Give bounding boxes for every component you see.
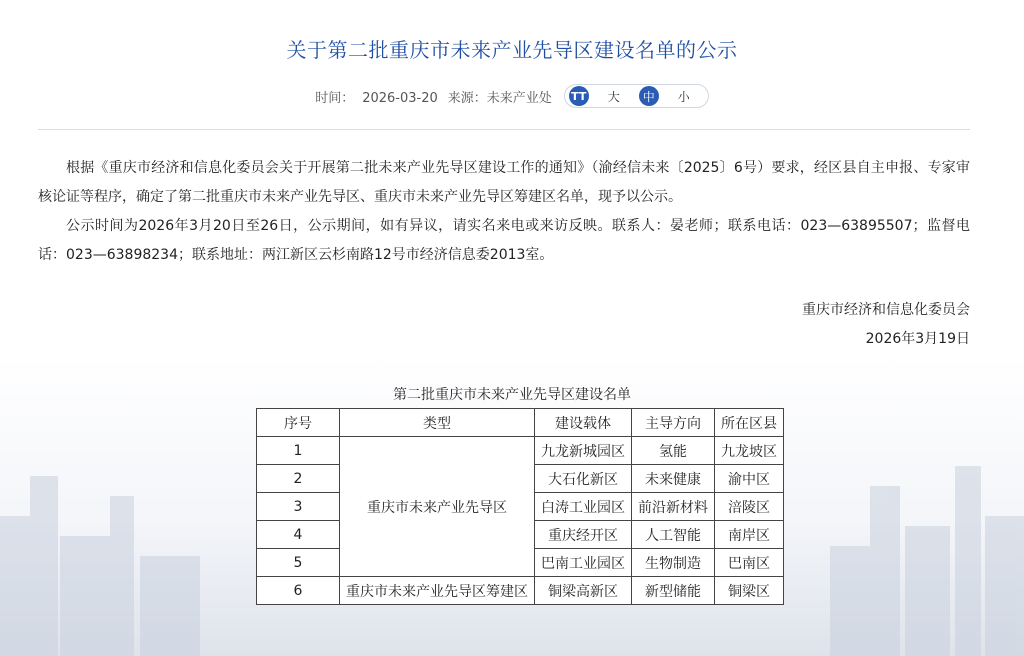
cell-direction: 前沿新材料 [632, 493, 715, 521]
cell-district: 涪陵区 [715, 493, 784, 521]
header-district: 所在区县 [715, 409, 784, 437]
font-size-medium-button[interactable]: 中 [639, 86, 659, 106]
cell-carrier: 九龙新城园区 [535, 437, 632, 465]
publish-source [448, 87, 552, 106]
cell-type-group-a: 重庆市未来产业先导区 [340, 437, 535, 577]
article-body [38, 154, 970, 270]
publish-time [315, 87, 438, 106]
list-table [256, 408, 784, 605]
article-meta [0, 84, 1024, 108]
cell-carrier: 铜梁高新区 [535, 577, 632, 605]
signer-date: 2026年3月19日 [865, 331, 970, 347]
signature-block [802, 296, 970, 354]
time-value: 2026-03-20 [362, 90, 438, 106]
cell-no: 5 [257, 549, 340, 577]
cell-direction: 生物制造 [632, 549, 715, 577]
source-label: 来源： [447, 90, 487, 106]
font-size-small-button[interactable]: 小 [677, 89, 690, 104]
font-size-switcher [564, 84, 709, 108]
header-type: 类型 [340, 409, 535, 437]
paragraph-1: 根据《重庆市经济和信息化委员会关于开展第二批未来产业先导区建设工作的通知》（渝经信未来〔2025〕6号）要求，经区县自主申报、专家审核论证等程序，确定了第二批重庆市未来产业先导区、重庆市未来产业先导区筹建区名单，现予以公示。 [38, 160, 970, 205]
divider [38, 129, 970, 130]
cell-no: 1 [257, 437, 340, 465]
signer-org: 重庆市经济和信息化委员会 [802, 302, 970, 318]
cell-no: 2 [257, 465, 340, 493]
source-value: 未来产业处 [486, 90, 552, 106]
paragraph-2: 公示时间为2026年3月20日至26日，公示期间，如有异议，请实名来电或来访反映。联系人：晏老师；联系电话：023—63895507；监督电话：023—63898234；联系地址：两江新区云杉南路12号市经济信息委2013室。 [38, 218, 970, 263]
cell-no: 6 [257, 577, 340, 605]
header-carrier: 建设载体 [535, 409, 632, 437]
cell-direction: 人工智能 [632, 521, 715, 549]
table-row [257, 577, 784, 605]
cell-carrier: 大石化新区 [535, 465, 632, 493]
cell-direction: 未来健康 [632, 465, 715, 493]
cell-direction: 氢能 [632, 437, 715, 465]
time-label: 时间： [315, 90, 355, 106]
font-size-large-button[interactable]: 大 [607, 89, 620, 104]
header-no: 序号 [257, 409, 340, 437]
cell-district: 渝中区 [715, 465, 784, 493]
cell-carrier: 巴南工业园区 [535, 549, 632, 577]
cell-direction: 新型储能 [632, 577, 715, 605]
cell-district: 铜梁区 [715, 577, 784, 605]
cell-no: 3 [257, 493, 340, 521]
cell-district: 南岸区 [715, 521, 784, 549]
cell-no: 4 [257, 521, 340, 549]
cell-district: 巴南区 [715, 549, 784, 577]
cell-district: 九龙坡区 [715, 437, 784, 465]
cell-carrier: 白涛工业园区 [535, 493, 632, 521]
table-header-row [257, 409, 784, 437]
cell-carrier: 重庆经开区 [535, 521, 632, 549]
table-caption: 第二批重庆市未来产业先导区建设名单 [393, 387, 631, 403]
page-title: 关于第二批重庆市未来产业先导区建设名单的公示 [286, 38, 738, 62]
cell-type-group-b: 重庆市未来产业先导区筹建区 [340, 577, 535, 605]
font-size-icon: TT [569, 86, 589, 106]
header-direction: 主导方向 [632, 409, 715, 437]
table-row [257, 437, 784, 465]
